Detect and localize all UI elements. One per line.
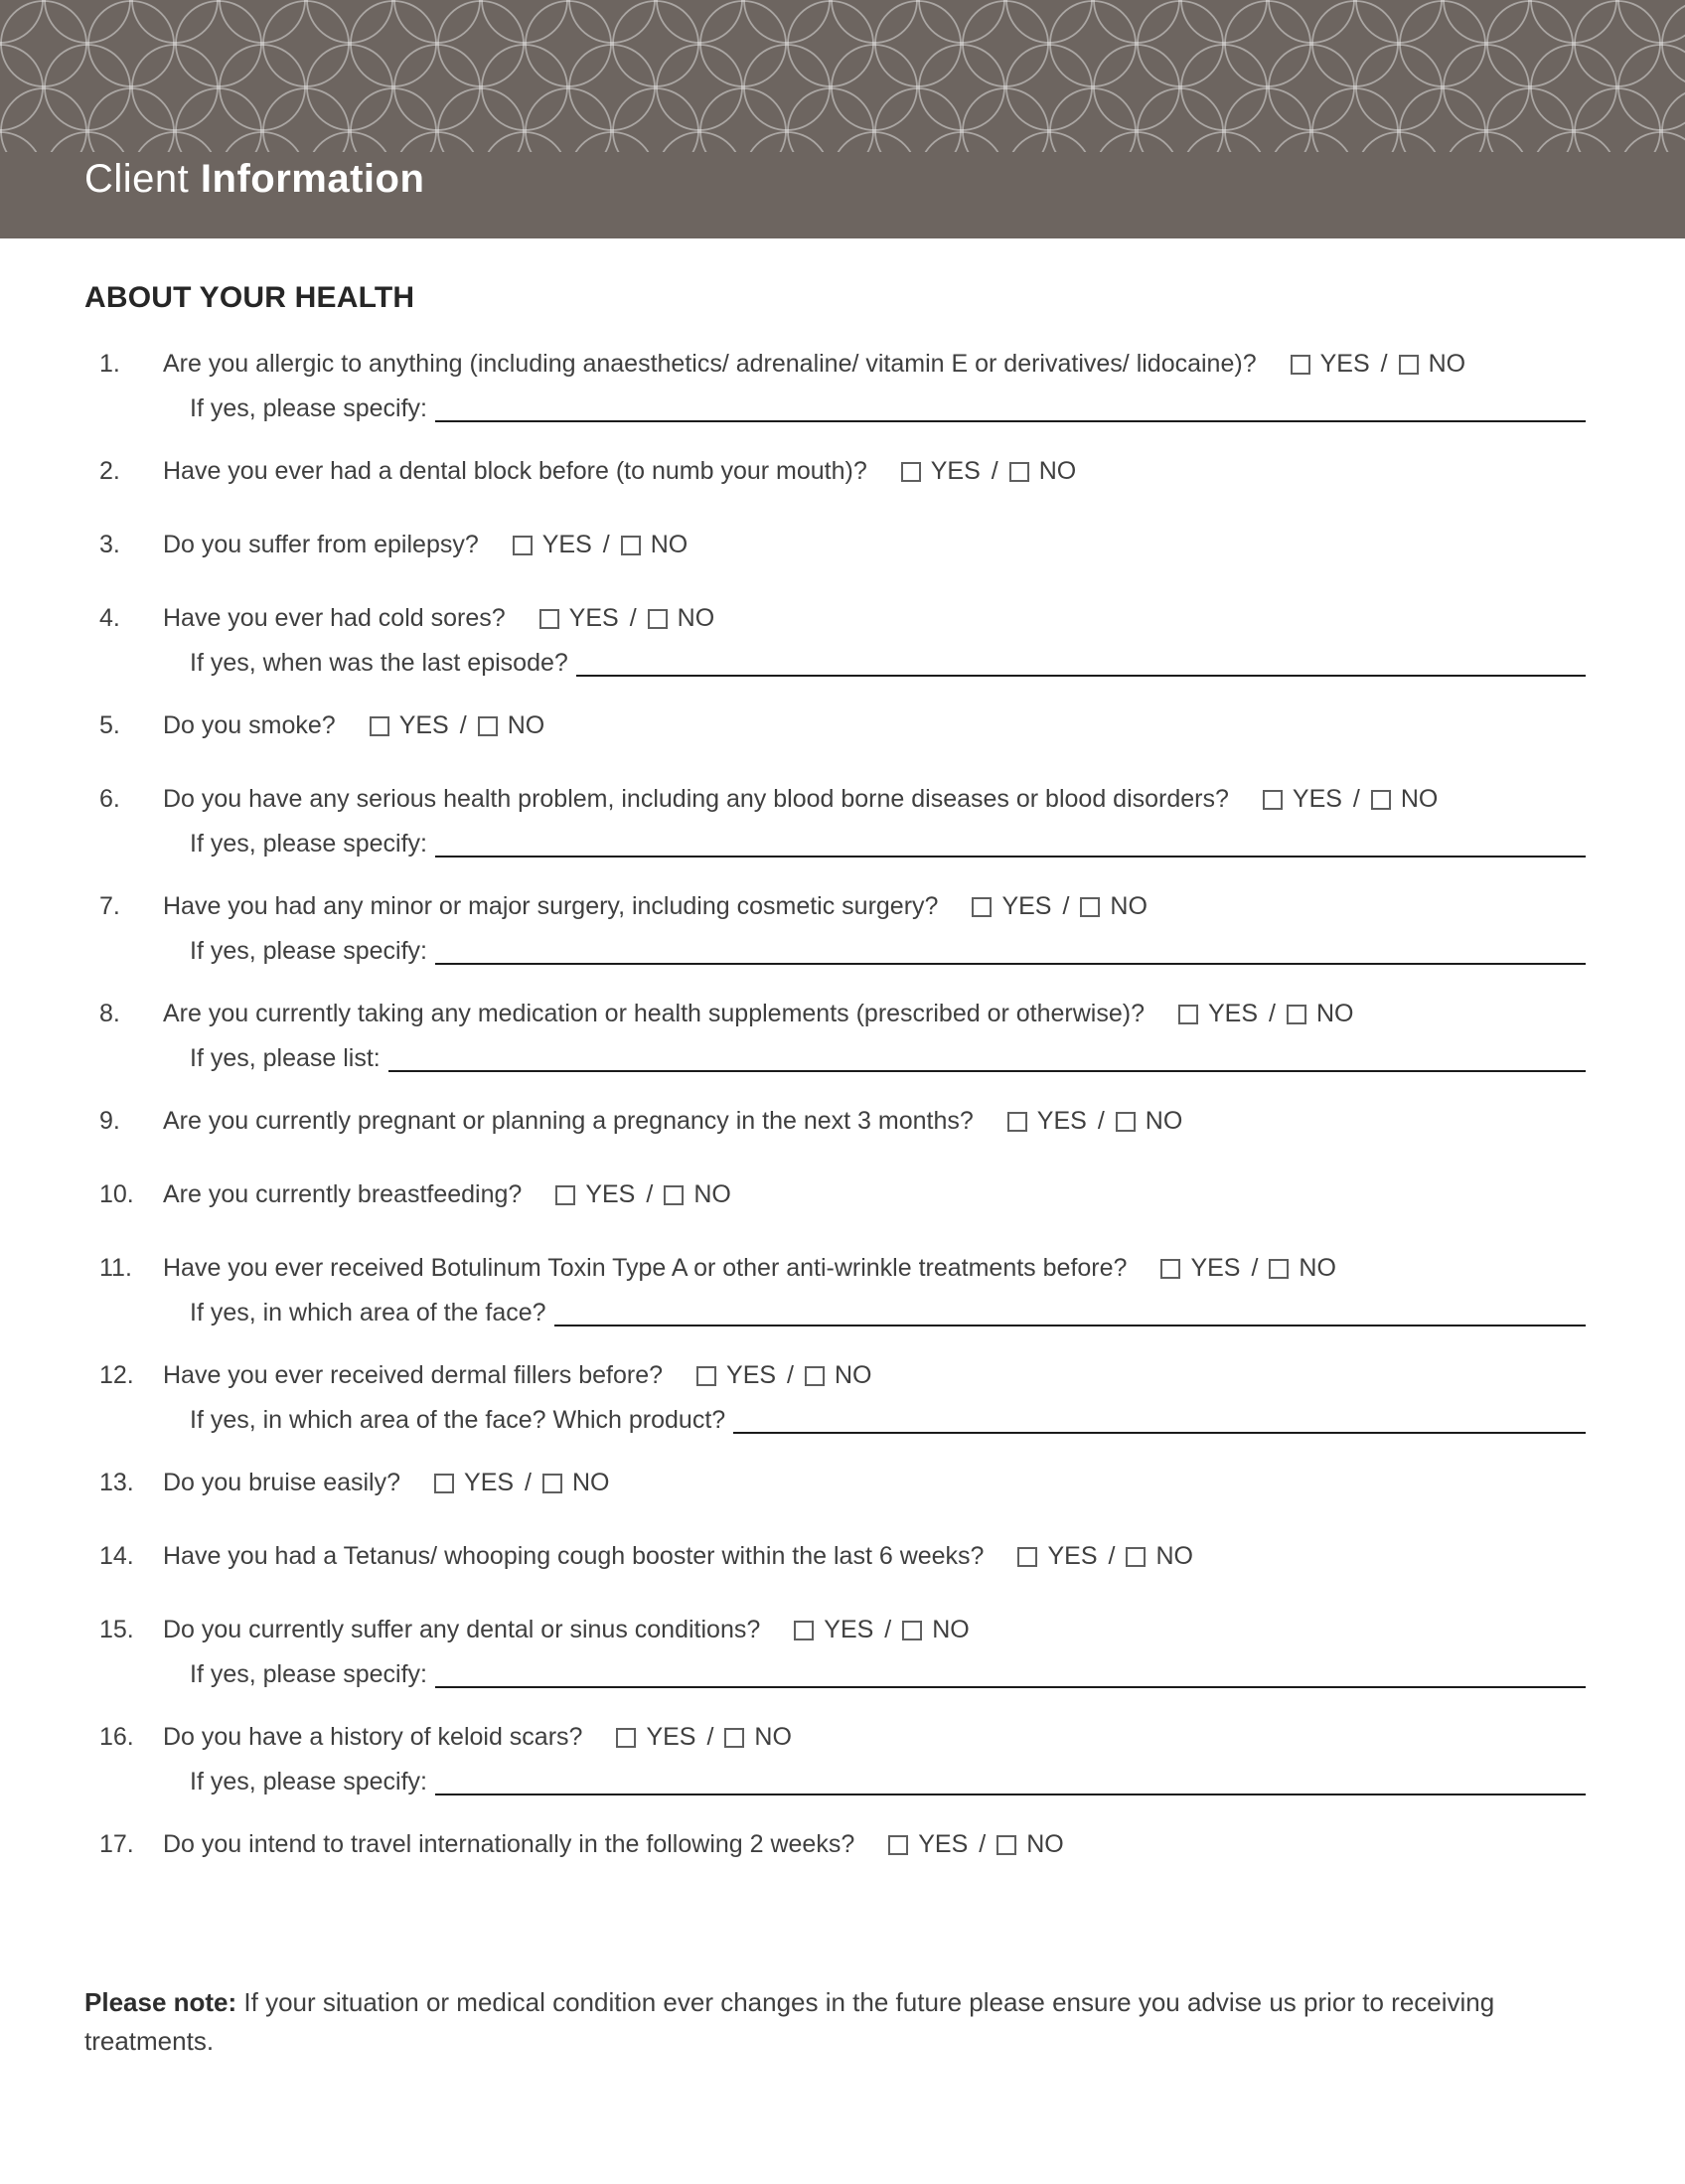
question-text: Are you currently taking any medication or health supplements (prescribed or otherwise)?: [163, 1000, 1145, 1027]
yes-checkbox[interactable]: [1160, 1259, 1180, 1279]
yes-no-separator: /: [525, 1469, 532, 1496]
yes-no-separator: /: [884, 1616, 892, 1643]
yes-label: YES: [646, 1723, 696, 1751]
yes-no-separator: /: [979, 1830, 987, 1858]
question-row: [99, 1181, 1586, 1208]
page-title-regular: Client: [84, 157, 190, 201]
yes-no-choice: [513, 532, 688, 558]
yes-label: YES: [824, 1616, 874, 1643]
yes-checkbox[interactable]: [1263, 790, 1283, 810]
question-row: [99, 712, 1586, 739]
yes-no-choice: [972, 893, 1147, 920]
write-in-line[interactable]: [733, 1407, 1586, 1434]
question-number: 2.: [99, 457, 120, 485]
question-text: Do you currently suffer any dental or sinus conditions?: [163, 1616, 761, 1643]
write-in-line[interactable]: [554, 1300, 1586, 1326]
no-checkbox[interactable]: [805, 1366, 825, 1386]
question-row: [99, 458, 1586, 485]
yes-no-choice: [794, 1617, 969, 1643]
no-label: NO: [1400, 785, 1439, 813]
question-number: 15.: [99, 1616, 134, 1643]
followup-row: [190, 395, 1586, 422]
yes-checkbox[interactable]: [888, 1835, 908, 1855]
yes-label: YES: [585, 1180, 636, 1208]
question-list: [99, 351, 1586, 1858]
yes-no-separator: /: [1380, 350, 1388, 378]
yes-checkbox[interactable]: [1007, 1112, 1027, 1132]
yes-no-choice: [1178, 1001, 1353, 1027]
followup-row: [190, 1407, 1586, 1434]
write-in-line[interactable]: [435, 1769, 1586, 1795]
question-text: Do you have a history of keloid scars?: [163, 1723, 583, 1751]
yes-label: YES: [726, 1361, 777, 1389]
yes-label: YES: [1047, 1542, 1098, 1570]
followup-row: [190, 1300, 1586, 1326]
question-text: Are you allergic to anything (including anaesthetics/ adrenaline/ vitamin E or derivatives/ lidocaine)?: [163, 350, 1257, 378]
question-number: 9.: [99, 1107, 120, 1135]
yes-no-choice: [616, 1724, 791, 1751]
yes-no-separator: /: [1097, 1107, 1105, 1135]
no-label: NO: [1110, 892, 1148, 920]
no-checkbox[interactable]: [1371, 790, 1391, 810]
followup-label: If yes, please specify:: [190, 394, 428, 422]
no-label: NO: [572, 1469, 610, 1496]
yes-no-choice: [539, 605, 714, 632]
followup-row: [190, 1769, 1586, 1795]
yes-checkbox[interactable]: [370, 716, 389, 736]
write-in-line[interactable]: [435, 831, 1586, 858]
question-number: 13.: [99, 1469, 134, 1496]
yes-label: YES: [930, 457, 981, 485]
no-label: NO: [1299, 1254, 1336, 1282]
yes-checkbox[interactable]: [555, 1185, 575, 1205]
question-row: [99, 1108, 1586, 1135]
yes-label: YES: [1190, 1254, 1241, 1282]
yes-checkbox[interactable]: [434, 1474, 454, 1493]
no-checkbox[interactable]: [1269, 1259, 1289, 1279]
overlapping-circles-pattern: [0, 0, 1685, 152]
write-in-line[interactable]: [576, 650, 1586, 677]
yes-no-choice: [901, 458, 1076, 485]
yes-no-separator: /: [1251, 1254, 1259, 1282]
no-label: NO: [650, 531, 689, 558]
question-number: 8.: [99, 1000, 120, 1027]
yes-label: YES: [918, 1830, 969, 1858]
yes-no-choice: [696, 1362, 871, 1389]
question-number: 11.: [99, 1254, 132, 1282]
yes-checkbox[interactable]: [513, 536, 533, 555]
footer-note-label: Please note:: [84, 1987, 237, 2017]
yes-no-separator: /: [459, 711, 467, 739]
question-number: 14.: [99, 1542, 134, 1570]
question-number: 12.: [99, 1361, 134, 1389]
yes-label: YES: [568, 604, 619, 632]
no-label: NO: [1026, 1830, 1064, 1858]
yes-no-choice: [1017, 1543, 1192, 1570]
section-heading: ABOUT YOUR HEALTH: [84, 281, 415, 314]
footer-note-text: If your situation or medical condition ever changes in the future please ensure you advise us prior to receiving treatments.: [84, 1987, 1495, 2056]
yes-no-choice: [555, 1181, 730, 1208]
question-row: [99, 1617, 1586, 1688]
no-checkbox[interactable]: [996, 1835, 1016, 1855]
question-row: [99, 1255, 1586, 1326]
question-text: Are you currently pregnant or planning a pregnancy in the next 3 months?: [163, 1107, 974, 1135]
question-number: 16.: [99, 1723, 134, 1751]
no-label: NO: [835, 1361, 872, 1389]
yes-label: YES: [398, 711, 449, 739]
yes-no-choice: [1160, 1255, 1335, 1282]
no-checkbox[interactable]: [1116, 1112, 1136, 1132]
question-text: Have you ever received Botulinum Toxin Type A or other anti-wrinkle treatments before?: [163, 1254, 1128, 1282]
no-checkbox[interactable]: [478, 716, 498, 736]
question-row: [99, 351, 1586, 422]
no-checkbox[interactable]: [902, 1621, 922, 1640]
followup-row: [190, 1045, 1586, 1072]
yes-label: YES: [1001, 892, 1052, 920]
write-in-line[interactable]: [435, 1661, 1586, 1688]
page-title: [84, 157, 424, 202]
no-checkbox[interactable]: [1287, 1005, 1306, 1024]
question-row: [99, 1831, 1586, 1858]
question-row: [99, 605, 1586, 677]
no-label: NO: [1155, 1542, 1193, 1570]
no-label: NO: [1145, 1107, 1183, 1135]
followup-label: If yes, please specify:: [190, 830, 428, 858]
followup-label: If yes, when was the last episode?: [190, 649, 568, 677]
question-row: [99, 1001, 1586, 1072]
footer-note: [84, 1983, 1515, 2061]
yes-label: YES: [541, 531, 592, 558]
question-number: 3.: [99, 531, 120, 558]
question-number: 7.: [99, 892, 120, 920]
no-checkbox[interactable]: [664, 1185, 684, 1205]
question-row: [99, 1724, 1586, 1795]
yes-checkbox[interactable]: [794, 1621, 814, 1640]
followup-label: If yes, please specify:: [190, 937, 428, 965]
yes-checkbox[interactable]: [901, 462, 921, 482]
yes-checkbox[interactable]: [1017, 1547, 1037, 1567]
no-checkbox[interactable]: [648, 609, 668, 629]
followup-label: If yes, please list:: [190, 1044, 381, 1072]
write-in-line[interactable]: [435, 395, 1586, 422]
yes-no-separator: /: [787, 1361, 794, 1389]
yes-no-separator: /: [991, 457, 998, 485]
no-label: NO: [677, 604, 715, 632]
no-checkbox[interactable]: [1080, 897, 1100, 917]
yes-no-separator: /: [1352, 785, 1360, 813]
yes-no-separator: /: [1108, 1542, 1116, 1570]
question-text: Have you ever received dermal fillers before?: [163, 1361, 664, 1389]
followup-label: If yes, in which area of the face?: [190, 1299, 546, 1326]
yes-no-separator: /: [629, 604, 637, 632]
write-in-line[interactable]: [435, 938, 1586, 965]
yes-checkbox[interactable]: [616, 1728, 636, 1748]
yes-no-choice: [1263, 786, 1438, 813]
followup-label: If yes, in which area of the face? Which product?: [190, 1406, 726, 1434]
question-row: [99, 786, 1586, 858]
followup-row: [190, 831, 1586, 858]
no-label: NO: [1315, 1000, 1354, 1027]
question-number: 4.: [99, 604, 120, 632]
yes-no-choice: [888, 1831, 1063, 1858]
followup-label: If yes, please specify:: [190, 1660, 428, 1688]
question-text: Do you smoke?: [163, 711, 336, 739]
no-label: NO: [1428, 350, 1466, 378]
no-checkbox[interactable]: [724, 1728, 744, 1748]
no-label: NO: [693, 1180, 731, 1208]
no-label: NO: [932, 1616, 970, 1643]
yes-checkbox[interactable]: [696, 1366, 716, 1386]
page-header: [0, 0, 1685, 238]
followup-row: [190, 938, 1586, 965]
question-number: 1.: [99, 350, 120, 378]
yes-label: YES: [1292, 785, 1342, 813]
question-text: Have you ever had a dental block before (to numb your mouth)?: [163, 457, 867, 485]
question-number: 10.: [99, 1180, 134, 1208]
question-text: Do you suffer from epilepsy?: [163, 531, 479, 558]
no-label: NO: [754, 1723, 792, 1751]
page-title-bold: Information: [200, 157, 425, 201]
question-number: 17.: [99, 1830, 134, 1858]
yes-checkbox[interactable]: [539, 609, 559, 629]
yes-label: YES: [1036, 1107, 1087, 1135]
write-in-line[interactable]: [388, 1045, 1586, 1072]
yes-label: YES: [464, 1469, 515, 1496]
followup-label: If yes, please specify:: [190, 1768, 428, 1795]
no-checkbox[interactable]: [1399, 355, 1419, 375]
yes-no-separator: /: [602, 531, 610, 558]
yes-label: YES: [1208, 1000, 1259, 1027]
question-text: Have you ever had cold sores?: [163, 604, 506, 632]
no-checkbox[interactable]: [1009, 462, 1029, 482]
form-body: [0, 238, 1685, 2061]
question-text: Do you have any serious health problem, including any blood borne diseases or blood disorders?: [163, 785, 1229, 813]
question-row: [99, 1543, 1586, 1570]
no-label: NO: [1038, 457, 1077, 485]
no-checkbox[interactable]: [542, 1474, 562, 1493]
yes-label: YES: [1319, 350, 1370, 378]
question-text: Are you currently breastfeeding?: [163, 1180, 523, 1208]
yes-no-separator: /: [646, 1180, 654, 1208]
question-row: [99, 1362, 1586, 1434]
no-label: NO: [507, 711, 545, 739]
question-text: Have you had any minor or major surgery, including cosmetic surgery?: [163, 892, 939, 920]
yes-no-separator: /: [1269, 1000, 1276, 1027]
question-text: Do you bruise easily?: [163, 1469, 401, 1496]
yes-no-choice: [434, 1470, 609, 1496]
yes-checkbox[interactable]: [1291, 355, 1310, 375]
question-number: 6.: [99, 785, 120, 813]
question-text: Have you had a Tetanus/ whooping cough booster within the last 6 weeks?: [163, 1542, 985, 1570]
question-row: [99, 532, 1586, 558]
yes-no-choice: [370, 712, 544, 739]
followup-row: [190, 1661, 1586, 1688]
yes-no-separator: /: [706, 1723, 714, 1751]
yes-checkbox[interactable]: [1178, 1005, 1198, 1024]
question-row: [99, 1470, 1586, 1496]
yes-no-choice: [1007, 1108, 1182, 1135]
yes-checkbox[interactable]: [972, 897, 992, 917]
question-number: 5.: [99, 711, 120, 739]
no-checkbox[interactable]: [1126, 1547, 1146, 1567]
yes-no-separator: /: [1062, 892, 1070, 920]
question-text: Do you intend to travel internationally in the following 2 weeks?: [163, 1830, 855, 1858]
no-checkbox[interactable]: [621, 536, 641, 555]
question-row: [99, 893, 1586, 965]
followup-row: [190, 650, 1586, 677]
yes-no-choice: [1291, 351, 1465, 378]
